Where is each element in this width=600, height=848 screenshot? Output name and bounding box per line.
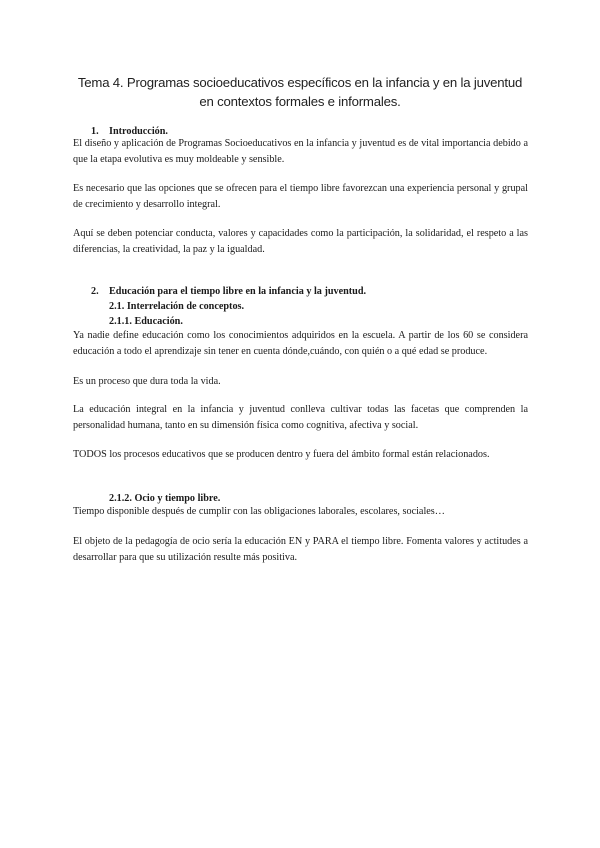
title-line-1: Tema 4. Programas socioeducativos específicos en la infancia y en la juventud (77, 75, 523, 90)
heading-section-2 (91, 285, 366, 299)
paragraph-educacion-3: TODOS los procesos educativos que se producen dentro y fuera del ámbito formal están relacionados. (73, 449, 490, 460)
paragraph-intro-3: Aquí se deben potenciar conducta, valores y capacidades como la participación, la solidaridad, el respeto a las diferencias, la creatividad, la paz y la igualdad. (73, 228, 528, 255)
heading-text: Introducción. (109, 126, 168, 137)
paragraph-intro-2: Es necesario que las opciones que se ofrecen para el tiempo libre favorezcan una experiencia personal y grupal de crecimiento y desarrollo integral. (73, 183, 528, 210)
heading-section-2-1-2: 2.1.2. Ocio y tiempo libre. (109, 493, 221, 504)
paragraph-intro-1: El diseño y aplicación de Programas Socioeducativos en la infancia y juventud es de vital importancia debido a que la etapa evolutiva es muy moldeable y sensible. (73, 138, 528, 165)
heading-number: 1. (91, 126, 99, 137)
heading-text: Educación para el tiempo libre en la infancia y la juventud. (109, 286, 367, 297)
paragraph-educacion-1: Ya nadie define educación como los conocimientos adquiridos en la escuela. A partir de los 60 se considera educación a todo el aprendizaje sin tener en cuenta dónde,cuándo, con quién o a qué edad se produce. (73, 330, 528, 357)
title-line-2: en contextos formales e informales. (199, 94, 401, 109)
paragraph-ocio-2: El objeto de la pedagogía de ocio sería la educación EN y PARA el tiempo libre. Fomenta valores y actitudes a desarrollar para que su utilización resulte más positiva. (73, 536, 528, 563)
paragraph-educacion-2: La educación integral en la infancia y juventud conlleva cultivar todas las facetas que comprenden la personalidad humana, tanto en su dimensión física como cognitiva, afectiva y social. (73, 404, 528, 431)
heading-number: 2. (91, 286, 99, 297)
heading-section-2-1: 2.1. Interrelación de conceptos. (109, 301, 245, 312)
heading-section-2-1-1: 2.1.1. Educación. (109, 316, 183, 327)
document-title (60, 73, 540, 111)
paragraph-educacion-1b: Es un proceso que dura toda la vida. (73, 376, 221, 387)
paragraph-ocio-1: Tiempo disponible después de cumplir con las obligaciones laborales, escolares, sociales… (73, 506, 445, 517)
